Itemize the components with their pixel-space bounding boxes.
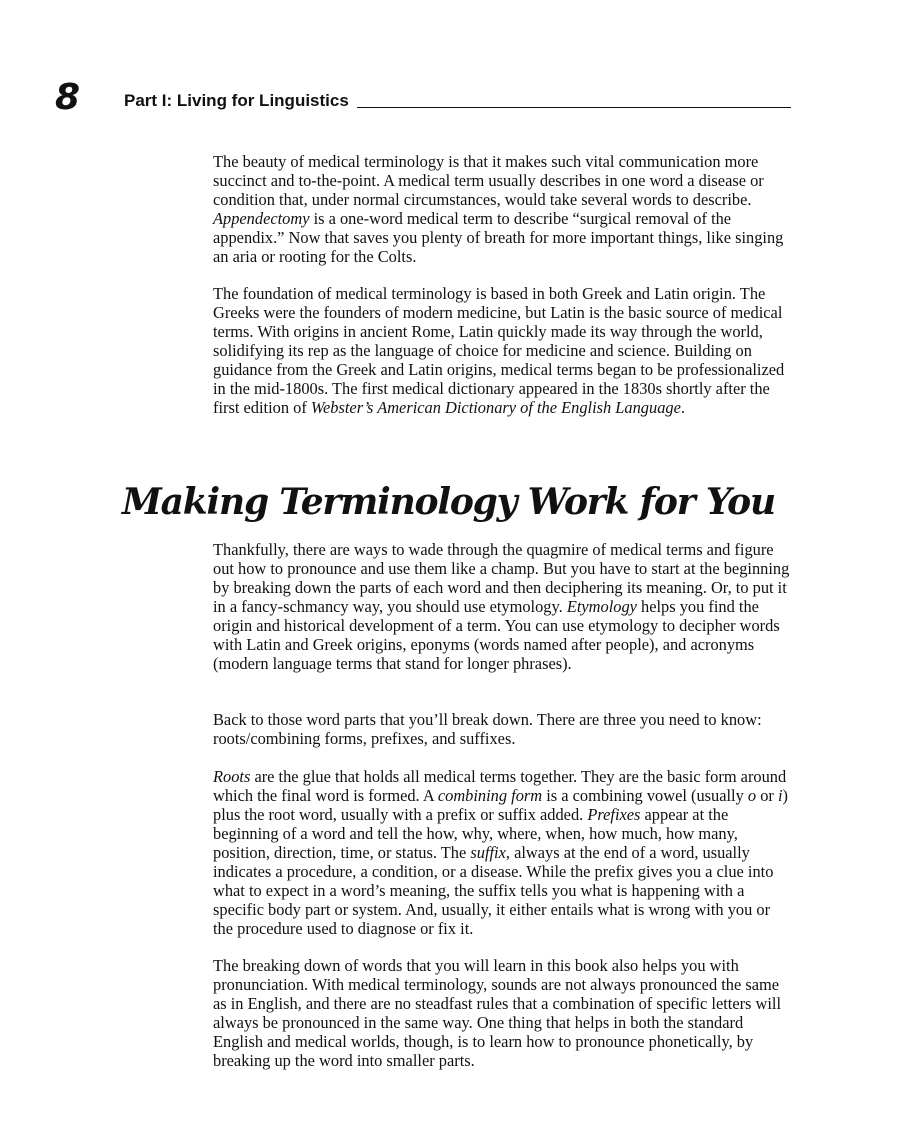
body-paragraph-1: The beauty of medical terminology is that it makes such vital communication more succinct and to-the-point. A medical term usually describes in one word a disease or condition that, under normal circumstances, would take several words to describe. Appendectomy is a one-word medical term to describe “surgical removal of the appendix.” Now that saves you plenty of breath for more important things, like singing an aria or rooting for the Colts. [213, 152, 784, 266]
body-paragraph-2: The foundation of medical terminology is based in both Greek and Latin origin. The Greeks were the founders of modern medicine, but Latin is the basic source of medical terms. With origins in ancient Rome, Latin quickly made its way through the world, solidifying its rep as the language of choice for medicine and science. Building on guidance from the Greek and Latin origins, medical terms began to be professionalized in the mid-1800s. The first medical dictionary appeared in the 1830s shortly after the first edition of Webster’s American Dictionary of the English Language. [213, 284, 785, 417]
emphasis-prefixes: Prefixes [587, 805, 641, 824]
page-number: 8 [55, 77, 80, 118]
page-header [55, 77, 791, 118]
body-paragraph-5: Roots are the glue that holds all medical terms together. They are the basic form around which the final word is formed. A combining form is a combining vowel (usually o or i) plus the root word, usually with a prefix or suffix added. Prefixes appear at the beginning of a word and tell the how, why, where, when, how much, how many, position, direction, time, or status. The suffix, always at the end of a word, usually indicates a procedure, a condition, or a disease. While the prefix gives you a clue into what to expect in a word’s meaning, the suffix tells you what is happening with a specific body part or system. And, usually, it either entails what is wrong with you or the procedure used to diagnose or fix it. [213, 767, 788, 938]
running-head: Part I: Living for Linguistics [124, 91, 349, 110]
body-paragraph-3: Thankfully, there are ways to wade through the quagmire of medical terms and figure out how to pronounce and use them like a champ. But you have to start at the beginning by breaking down the parts of each word and then deciphering its meaning. Or, to put it in a fancy-schmancy way, you should use etymology. Etymology helps you find the origin and historical development of a term. You can use etymology to decipher words with Latin and Greek origins, eponyms (words named after people), and acronyms (modern language terms that stand for longer phrases). [213, 540, 790, 673]
header-rule [357, 107, 791, 108]
emphasis-etymology: Etymology [566, 597, 637, 616]
emphasis-appendectomy: Appendectomy [213, 209, 310, 228]
emphasis-book-title: Webster’s American Dictionary of the English Language [310, 398, 681, 417]
emphasis-combining-form: combining form [437, 786, 543, 805]
section-heading: Making Terminology Work for You [122, 481, 775, 523]
body-paragraph-4: Back to those word parts that you’ll break down. There are three you need to know: roots/combining forms, prefixes, and suffixes. [213, 710, 762, 748]
emphasis-i: i [777, 786, 783, 805]
emphasis-o: o [747, 786, 757, 805]
emphasis-roots: Roots [213, 767, 251, 786]
emphasis-suffix: suffix [470, 843, 506, 862]
body-paragraph-6: The breaking down of words that you will learn in this book also helps you with pronunciation. With medical terminology, sounds are not always pronounced the same as in English, and there are no steadfast rules that a combination of specific letters will always be pronounced in the same way. One thing that helps in both the standard English and medical worlds, though, is to learn how to pronounce phonetically, by breaking up the word into smaller parts. [213, 956, 782, 1070]
